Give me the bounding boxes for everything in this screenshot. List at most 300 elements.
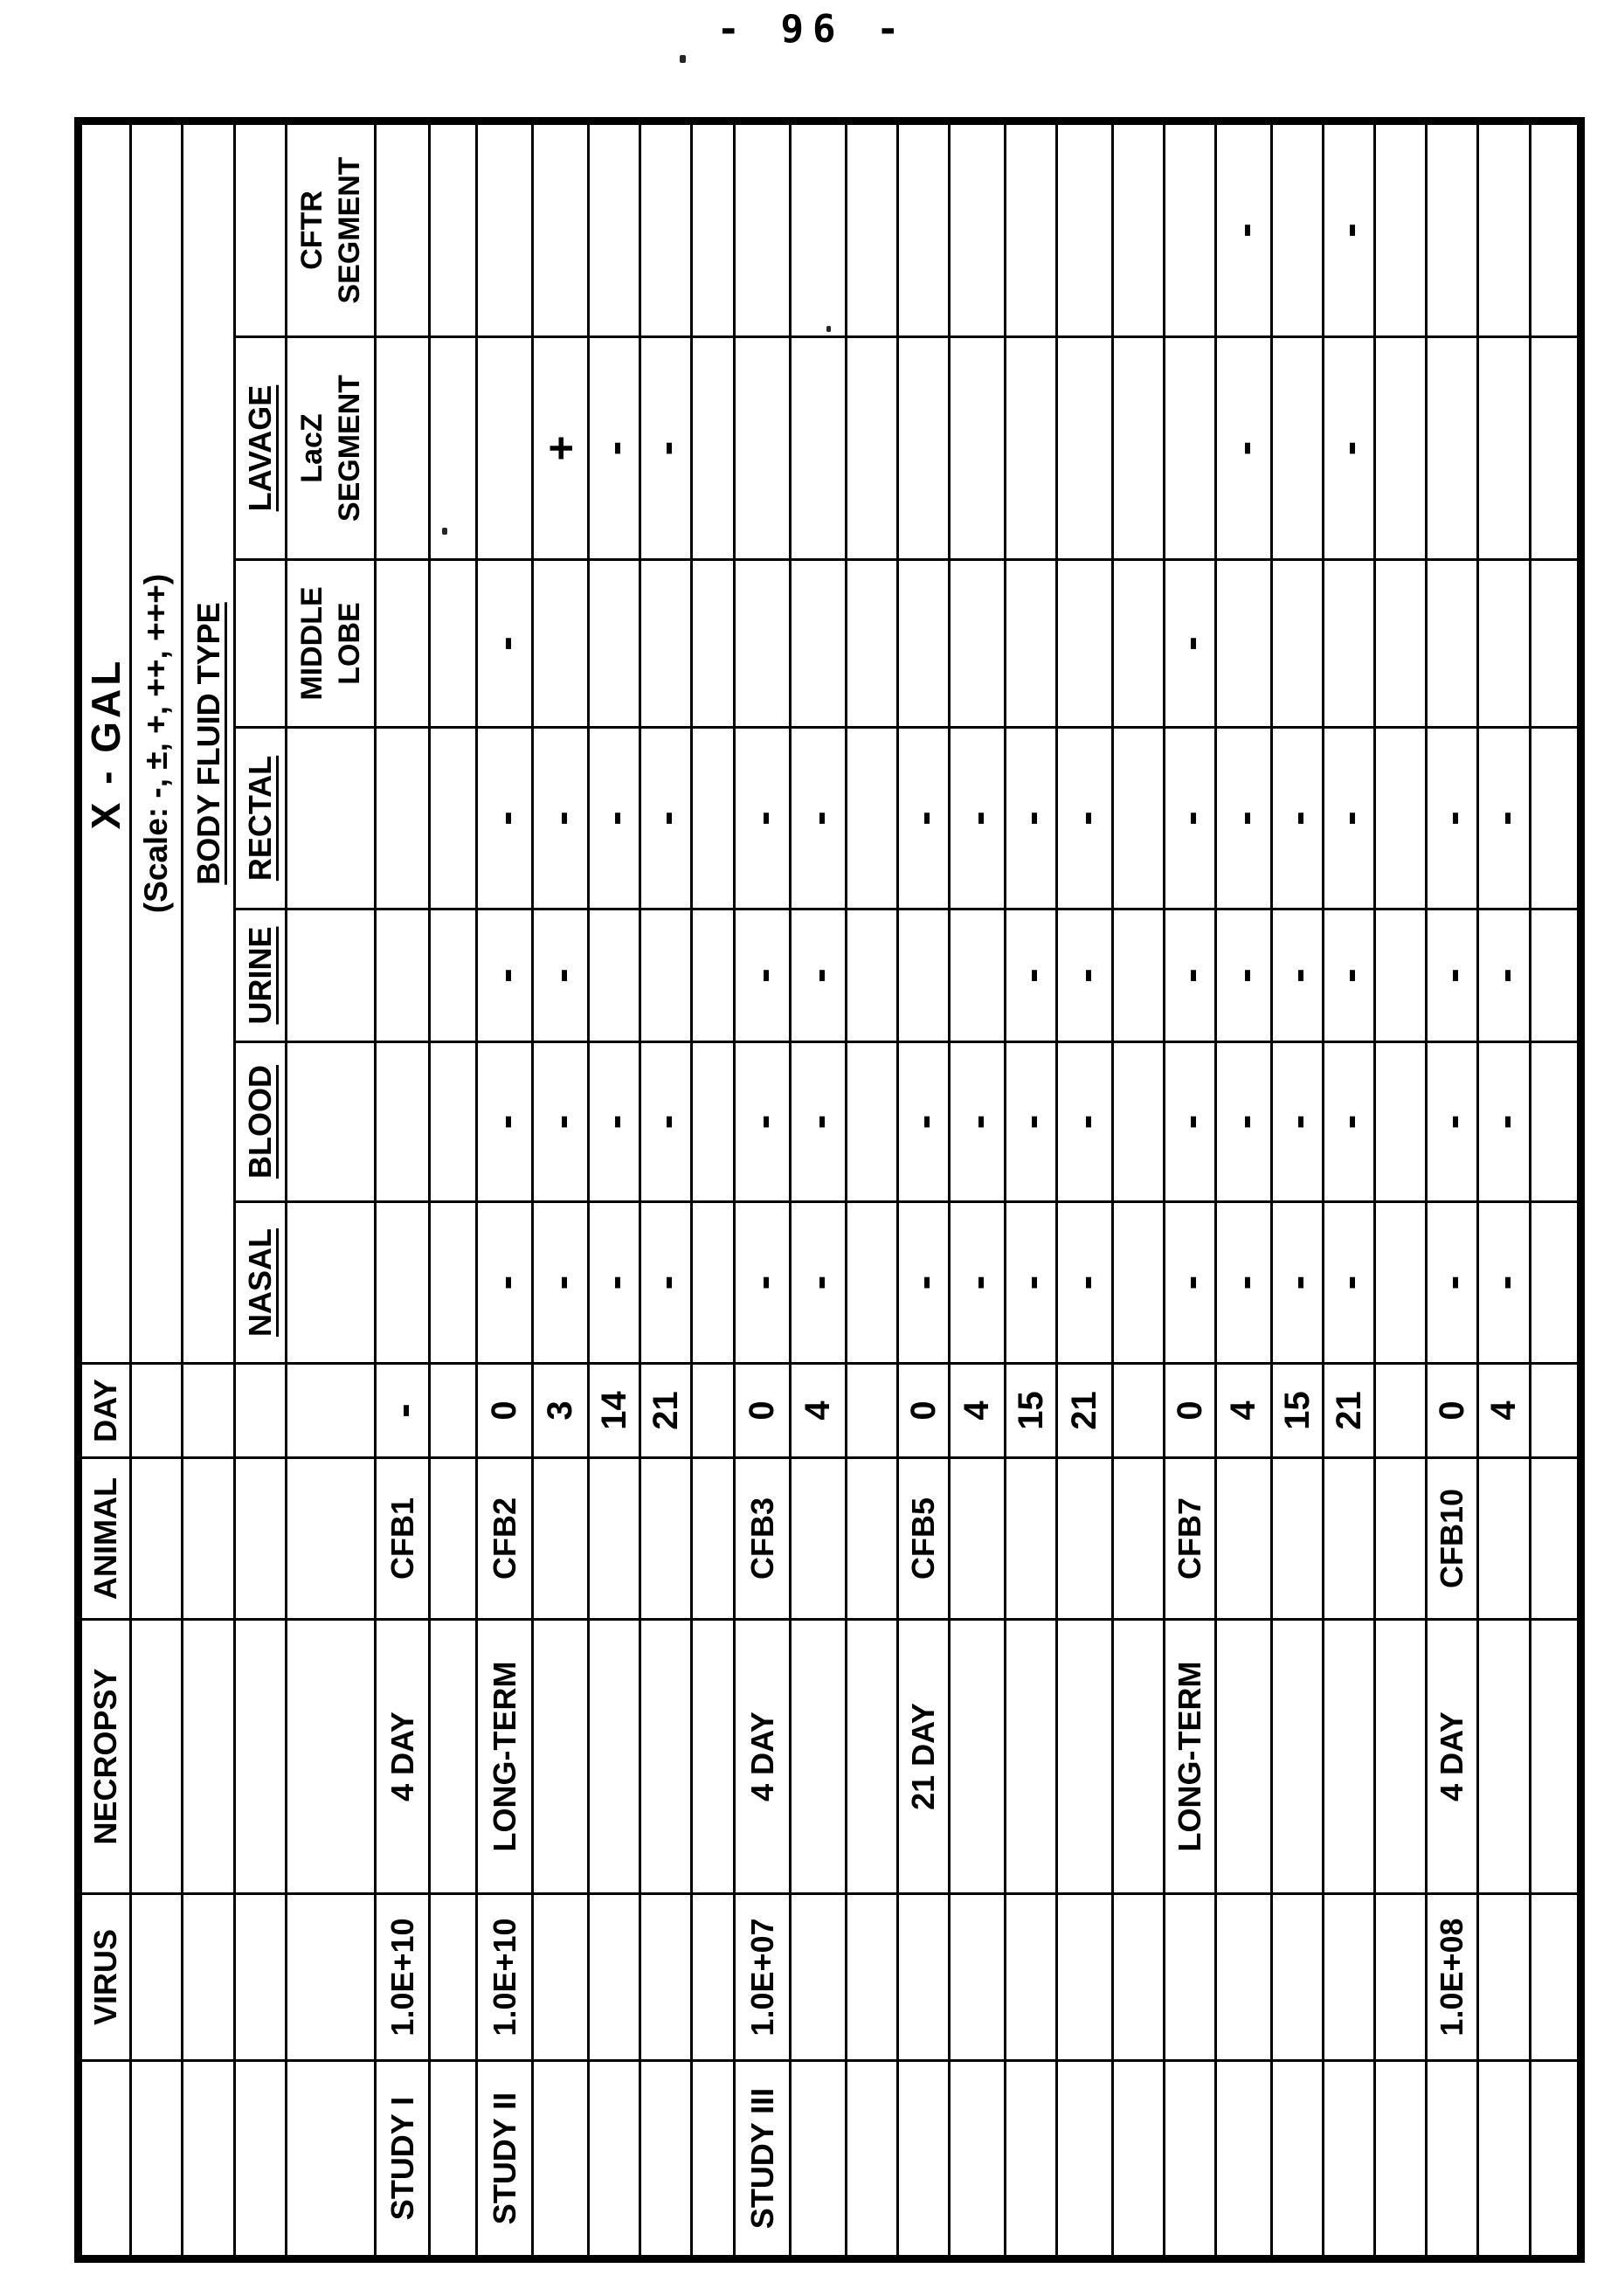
virus-header-cell: VIRUS xyxy=(79,1894,131,2061)
day-cell xyxy=(692,1364,735,1458)
page-number: - 96 - xyxy=(716,7,909,52)
nasal-cell: - xyxy=(898,1202,950,1364)
table-row xyxy=(735,121,791,2259)
necropsy-cell xyxy=(1057,1620,1113,1894)
virus-cell xyxy=(692,1894,735,2061)
middle-lobe-cell xyxy=(640,560,692,728)
rectal-cell: - xyxy=(1216,728,1272,909)
empty-cell xyxy=(235,1894,287,2061)
urine-cell: - xyxy=(1165,909,1216,1042)
day-cell: - xyxy=(376,1364,430,1458)
day-cell: 0 xyxy=(898,1364,950,1458)
spacer-row xyxy=(847,121,898,2259)
cftr-segment-cell xyxy=(1272,121,1324,337)
nasal-cell: - xyxy=(477,1202,533,1364)
day-cell xyxy=(1375,1364,1427,1458)
rectal-cell: - xyxy=(791,728,847,909)
study-cell xyxy=(1272,2061,1324,2259)
urine-cell: - xyxy=(1216,909,1272,1042)
study-cell xyxy=(1006,2061,1057,2259)
necropsy-cell: 4 DAY xyxy=(735,1620,791,1894)
middle-lobe-cell xyxy=(791,560,847,728)
day-cell: 21 xyxy=(1057,1364,1113,1458)
cftr-segment-cell xyxy=(477,121,533,337)
table-row xyxy=(898,121,950,2259)
empty-cell xyxy=(287,1364,376,1458)
blood-cell: - xyxy=(1057,1042,1113,1202)
study-cell xyxy=(640,2061,692,2259)
empty-cell xyxy=(235,1458,287,1620)
lacz-segment-cell xyxy=(1375,337,1427,560)
scan-noise-dot xyxy=(680,55,686,63)
necropsy-cell xyxy=(950,1620,1006,1894)
nasal-cell: - xyxy=(1006,1202,1057,1364)
nasal-cell xyxy=(1375,1202,1427,1364)
lacz-segment-cell xyxy=(430,337,477,560)
blood-cell: - xyxy=(640,1042,692,1202)
virus-cell xyxy=(1057,1894,1113,2061)
lacz-segment-cell xyxy=(1057,337,1113,560)
middle-lobe-cell xyxy=(950,560,1006,728)
day-cell: 4 xyxy=(1216,1364,1272,1458)
animal-cell xyxy=(1006,1458,1057,1620)
table-head-rows xyxy=(79,121,376,2259)
cftr-segment-cell xyxy=(589,121,640,337)
table-row xyxy=(533,121,589,2259)
nasal-cell xyxy=(376,1202,430,1364)
necropsy-cell xyxy=(1478,1620,1531,1894)
urine-cell xyxy=(847,909,898,1042)
animal-cell xyxy=(1375,1458,1427,1620)
virus-cell: 1.0E+07 xyxy=(735,1894,791,2061)
animal-cell: CFB3 xyxy=(735,1458,791,1620)
study-cell xyxy=(1324,2061,1375,2259)
body-fluid-type-cell: BODY FLUID TYPE xyxy=(183,121,235,1364)
necropsy-cell xyxy=(1531,1620,1581,1894)
table-row xyxy=(950,121,1006,2259)
urine-cell: - xyxy=(1006,909,1057,1042)
animal-cell: CFB7 xyxy=(1165,1458,1216,1620)
rectal-cell: - xyxy=(1478,728,1531,909)
study-cell xyxy=(1531,2061,1581,2259)
middle-lobe-cell: - xyxy=(1165,560,1216,728)
blood-cell xyxy=(430,1042,477,1202)
animal-cell xyxy=(589,1458,640,1620)
rotated-table-region xyxy=(74,122,1583,2263)
virus-cell xyxy=(1324,1894,1375,2061)
rectal-cell: - xyxy=(1006,728,1057,909)
rectal-cell xyxy=(376,728,430,909)
middle-lobe-cell xyxy=(1478,560,1531,728)
lacz-segment-cell xyxy=(950,337,1006,560)
cftr-segment-cell xyxy=(1006,121,1057,337)
virus-cell: 1.0E+10 xyxy=(477,1894,533,2061)
cftr-segment-cell xyxy=(640,121,692,337)
cftr-segment-cell xyxy=(533,121,589,337)
table-row xyxy=(1427,121,1478,2259)
rectal-cell: - xyxy=(1165,728,1216,909)
day-cell: 21 xyxy=(640,1364,692,1458)
urine-cell: - xyxy=(1324,909,1375,1042)
virus-cell xyxy=(640,1894,692,2061)
middle-lobe-cell xyxy=(735,560,791,728)
middle-lobe-cell xyxy=(1113,560,1165,728)
lacz-segment-cell xyxy=(847,337,898,560)
middle-lobe-cell xyxy=(1375,560,1427,728)
rectal-cell: - xyxy=(898,728,950,909)
urine-cell xyxy=(376,909,430,1042)
day-cell: 4 xyxy=(950,1364,1006,1458)
header-row-segments xyxy=(287,121,376,2259)
lacz-segment-cell xyxy=(1272,337,1324,560)
necropsy-cell xyxy=(430,1620,477,1894)
cftr-segment-cell xyxy=(692,121,735,337)
cftr-segment-cell xyxy=(1478,121,1531,337)
rectal-cell xyxy=(430,728,477,909)
spacer-row xyxy=(430,121,477,2259)
study-cell xyxy=(430,2061,477,2259)
virus-cell xyxy=(589,1894,640,2061)
xgal-results-table xyxy=(74,117,1585,2263)
cftr-segment-cell xyxy=(1057,121,1113,337)
blood-cell: - xyxy=(477,1042,533,1202)
virus-cell xyxy=(1531,1894,1581,2061)
day-cell xyxy=(430,1364,477,1458)
rectal-cell xyxy=(1375,728,1427,909)
necropsy-cell: 21 DAY xyxy=(898,1620,950,1894)
table-title-cell: X - GAL xyxy=(79,121,131,1364)
empty-cell xyxy=(131,1458,183,1620)
rectal-cell: - xyxy=(589,728,640,909)
virus-cell xyxy=(791,1894,847,2061)
spacer-row xyxy=(692,121,735,2259)
necropsy-cell xyxy=(1216,1620,1272,1894)
animal-cell xyxy=(692,1458,735,1620)
middle-lobe-cell xyxy=(376,560,430,728)
middle-lobe-cell xyxy=(533,560,589,728)
cftr-segment-cell xyxy=(1531,121,1581,337)
necropsy-cell xyxy=(533,1620,589,1894)
lacz-segment-cell xyxy=(692,337,735,560)
cftr-segment-cell: - xyxy=(1216,121,1272,337)
animal-cell xyxy=(640,1458,692,1620)
animal-cell: CFB1 xyxy=(376,1458,430,1620)
study-cell xyxy=(1375,2061,1427,2259)
animal-cell xyxy=(1272,1458,1324,1620)
virus-cell xyxy=(1478,1894,1531,2061)
day-cell: 14 xyxy=(589,1364,640,1458)
study-cell xyxy=(692,2061,735,2259)
urine-cell: - xyxy=(1427,909,1478,1042)
rectal-cell: - xyxy=(950,728,1006,909)
empty-cell xyxy=(131,1364,183,1458)
middle-lobe-cell xyxy=(589,560,640,728)
blood-cell: - xyxy=(791,1042,847,1202)
rotated-table-inner xyxy=(74,122,1583,2263)
cftr-segment-cell xyxy=(898,121,950,337)
blood-cell xyxy=(1531,1042,1581,1202)
urine-cell xyxy=(950,909,1006,1042)
rectal-cell xyxy=(847,728,898,909)
empty-cell xyxy=(287,1202,376,1364)
necropsy-cell xyxy=(640,1620,692,1894)
nasal-cell xyxy=(692,1202,735,1364)
necropsy-cell xyxy=(1113,1620,1165,1894)
middle-lobe-cell xyxy=(1272,560,1324,728)
study-cell xyxy=(1165,2061,1216,2259)
table-row xyxy=(1165,121,1216,2259)
middle-lobe-cell: - xyxy=(477,560,533,728)
blood-cell: - xyxy=(1427,1042,1478,1202)
lacz-segment-cell xyxy=(1006,337,1057,560)
animal-cell xyxy=(847,1458,898,1620)
study-cell xyxy=(533,2061,589,2259)
nasal-cell: - xyxy=(1057,1202,1113,1364)
study-cell xyxy=(950,2061,1006,2259)
nasal-cell: - xyxy=(1165,1202,1216,1364)
necropsy-cell xyxy=(692,1620,735,1894)
nasal-cell: - xyxy=(1324,1202,1375,1364)
urine-cell xyxy=(640,909,692,1042)
table-row xyxy=(1324,121,1375,2259)
necropsy-cell: LONG-TERM xyxy=(477,1620,533,1894)
cftr-segment-cell xyxy=(430,121,477,337)
lacz-segment-cell xyxy=(1165,337,1216,560)
day-cell: 15 xyxy=(1006,1364,1057,1458)
middle-lobe-cell xyxy=(430,560,477,728)
empty-cell xyxy=(287,909,376,1042)
nasal-cell: - xyxy=(1478,1202,1531,1364)
cftr-segment-cell xyxy=(791,121,847,337)
urine-cell: - xyxy=(477,909,533,1042)
rectal-cell xyxy=(1113,728,1165,909)
middle-lobe-cell xyxy=(1531,560,1581,728)
cftr-segment-header-cell: CFTR SEGMENT xyxy=(287,121,376,337)
day-cell: 4 xyxy=(791,1364,847,1458)
necropsy-cell xyxy=(1272,1620,1324,1894)
middle-lobe-cell xyxy=(692,560,735,728)
nasal-cell xyxy=(847,1202,898,1364)
study-cell xyxy=(1057,2061,1113,2259)
blood-cell: - xyxy=(1165,1042,1216,1202)
necropsy-cell xyxy=(847,1620,898,1894)
virus-cell xyxy=(1216,1894,1272,2061)
urine-cell xyxy=(1531,909,1581,1042)
nasal-cell: - xyxy=(950,1202,1006,1364)
blood-cell: - xyxy=(1216,1042,1272,1202)
lacz-segment-cell xyxy=(735,337,791,560)
nasal-cell: - xyxy=(589,1202,640,1364)
animal-cell xyxy=(1113,1458,1165,1620)
virus-cell xyxy=(1272,1894,1324,2061)
rectal-cell xyxy=(1531,728,1581,909)
scale-note-cell: (Scale: -, ±, +, ++, +++) xyxy=(131,121,183,1364)
virus-cell xyxy=(1006,1894,1057,2061)
animal-cell: CFB2 xyxy=(477,1458,533,1620)
lacz-segment-cell: - xyxy=(589,337,640,560)
empty-cell xyxy=(183,1894,235,2061)
day-cell: 21 xyxy=(1324,1364,1375,1458)
nasal-cell: - xyxy=(1427,1202,1478,1364)
nasal-cell: - xyxy=(640,1202,692,1364)
day-cell xyxy=(847,1364,898,1458)
necropsy-cell: 4 DAY xyxy=(376,1620,430,1894)
day-cell: 0 xyxy=(1165,1364,1216,1458)
table-row xyxy=(1272,121,1324,2259)
animal-cell: CFB5 xyxy=(898,1458,950,1620)
blood-cell xyxy=(1113,1042,1165,1202)
virus-cell xyxy=(1113,1894,1165,2061)
virus-cell xyxy=(1165,1894,1216,2061)
nasal-cell: - xyxy=(735,1202,791,1364)
empty-cell xyxy=(287,728,376,909)
header-row-fluid-cols xyxy=(235,121,287,2259)
urine-cell: - xyxy=(791,909,847,1042)
urine-cell: - xyxy=(1057,909,1113,1042)
virus-cell xyxy=(430,1894,477,2061)
lacz-segment-cell xyxy=(791,337,847,560)
nasal-header-cell: NASAL xyxy=(235,1202,287,1364)
urine-cell: - xyxy=(1272,909,1324,1042)
necropsy-cell xyxy=(1375,1620,1427,1894)
lacz-segment-cell: - xyxy=(1324,337,1375,560)
cftr-segment-cell xyxy=(1375,121,1427,337)
middle-lobe-cell xyxy=(898,560,950,728)
animal-cell xyxy=(1057,1458,1113,1620)
header-row-scale xyxy=(131,121,183,2259)
blood-cell: - xyxy=(735,1042,791,1202)
lavage-group-cell: LAVAGE xyxy=(235,337,287,560)
rectal-cell: - xyxy=(1324,728,1375,909)
table-row xyxy=(791,121,847,2259)
spacer-row xyxy=(1375,121,1427,2259)
nasal-cell xyxy=(430,1202,477,1364)
spacer-row xyxy=(1531,121,1581,2259)
day-cell: 3 xyxy=(533,1364,589,1458)
empty-cell xyxy=(287,1458,376,1620)
blood-cell: - xyxy=(1272,1042,1324,1202)
lacz-segment-header-cell: LacZ SEGMENT xyxy=(287,337,376,560)
animal-cell: CFB10 xyxy=(1427,1458,1478,1620)
table-body xyxy=(376,121,1581,2259)
rectal-cell: - xyxy=(533,728,589,909)
study-cell: STUDY I xyxy=(376,2061,430,2259)
nasal-cell: - xyxy=(1272,1202,1324,1364)
blood-cell xyxy=(1375,1042,1427,1202)
study-cell xyxy=(898,2061,950,2259)
urine-cell: - xyxy=(1478,909,1531,1042)
animal-cell xyxy=(1216,1458,1272,1620)
animal-header-cell: ANIMAL xyxy=(79,1458,131,1620)
blood-cell: - xyxy=(898,1042,950,1202)
lacz-segment-cell: - xyxy=(1216,337,1272,560)
middle-lobe-cell xyxy=(1057,560,1113,728)
middle-lobe-cell xyxy=(1324,560,1375,728)
table-row xyxy=(1216,121,1272,2259)
lacz-segment-cell: + xyxy=(533,337,589,560)
study-cell xyxy=(847,2061,898,2259)
rectal-cell: - xyxy=(1057,728,1113,909)
empty-cell xyxy=(183,1458,235,1620)
urine-cell xyxy=(898,909,950,1042)
empty-cell xyxy=(287,1894,376,2061)
study-cell: STUDY II xyxy=(477,2061,533,2259)
nasal-cell: - xyxy=(791,1202,847,1364)
animal-cell xyxy=(1324,1458,1375,1620)
table-row xyxy=(376,121,430,2259)
urine-cell: - xyxy=(735,909,791,1042)
empty-cell xyxy=(235,560,287,728)
day-cell xyxy=(1531,1364,1581,1458)
spacer-row xyxy=(1113,121,1165,2259)
cftr-segment-cell xyxy=(847,121,898,337)
empty-cell xyxy=(131,2061,183,2259)
blood-cell xyxy=(692,1042,735,1202)
blood-cell xyxy=(847,1042,898,1202)
table-row xyxy=(1478,121,1531,2259)
necropsy-cell xyxy=(791,1620,847,1894)
animal-cell xyxy=(1531,1458,1581,1620)
animal-cell xyxy=(791,1458,847,1620)
animal-cell xyxy=(430,1458,477,1620)
necropsy-cell xyxy=(589,1620,640,1894)
middle-lobe-header-cell: MIDDLE LOBE xyxy=(287,560,376,728)
study-cell xyxy=(1427,2061,1478,2259)
middle-lobe-cell xyxy=(1216,560,1272,728)
study-header-cell xyxy=(79,2061,131,2259)
empty-cell xyxy=(235,1620,287,1894)
urine-cell xyxy=(430,909,477,1042)
empty-cell xyxy=(287,1620,376,1894)
urine-cell xyxy=(1375,909,1427,1042)
blood-cell: - xyxy=(533,1042,589,1202)
necropsy-header-cell: NECROPSY xyxy=(79,1620,131,1894)
cftr-segment-cell xyxy=(950,121,1006,337)
day-cell: 15 xyxy=(1272,1364,1324,1458)
empty-cell xyxy=(183,1620,235,1894)
necropsy-cell xyxy=(1324,1620,1375,1894)
virus-cell: 1.0E+08 xyxy=(1427,1894,1478,2061)
virus-cell xyxy=(1375,1894,1427,2061)
empty-cell xyxy=(235,121,287,337)
blood-cell: - xyxy=(589,1042,640,1202)
rectal-cell: - xyxy=(735,728,791,909)
necropsy-cell xyxy=(1006,1620,1057,1894)
cftr-segment-cell xyxy=(1427,121,1478,337)
lacz-segment-cell xyxy=(1478,337,1531,560)
virus-cell xyxy=(847,1894,898,2061)
header-row-labels xyxy=(79,121,131,2259)
blood-cell: - xyxy=(1478,1042,1531,1202)
urine-cell xyxy=(589,909,640,1042)
nasal-cell: - xyxy=(1216,1202,1272,1364)
cftr-segment-cell xyxy=(1165,121,1216,337)
lacz-segment-cell xyxy=(898,337,950,560)
middle-lobe-cell xyxy=(847,560,898,728)
table-row xyxy=(1006,121,1057,2259)
rectal-cell: - xyxy=(1427,728,1478,909)
blood-cell xyxy=(376,1042,430,1202)
nasal-cell xyxy=(1531,1202,1581,1364)
rectal-header-cell: RECTAL xyxy=(235,728,287,909)
rectal-cell: - xyxy=(640,728,692,909)
nasal-cell: - xyxy=(533,1202,589,1364)
animal-cell xyxy=(950,1458,1006,1620)
virus-cell xyxy=(898,1894,950,2061)
lacz-segment-cell xyxy=(1531,337,1581,560)
table-row xyxy=(589,121,640,2259)
blood-header-cell: BLOOD xyxy=(235,1042,287,1202)
